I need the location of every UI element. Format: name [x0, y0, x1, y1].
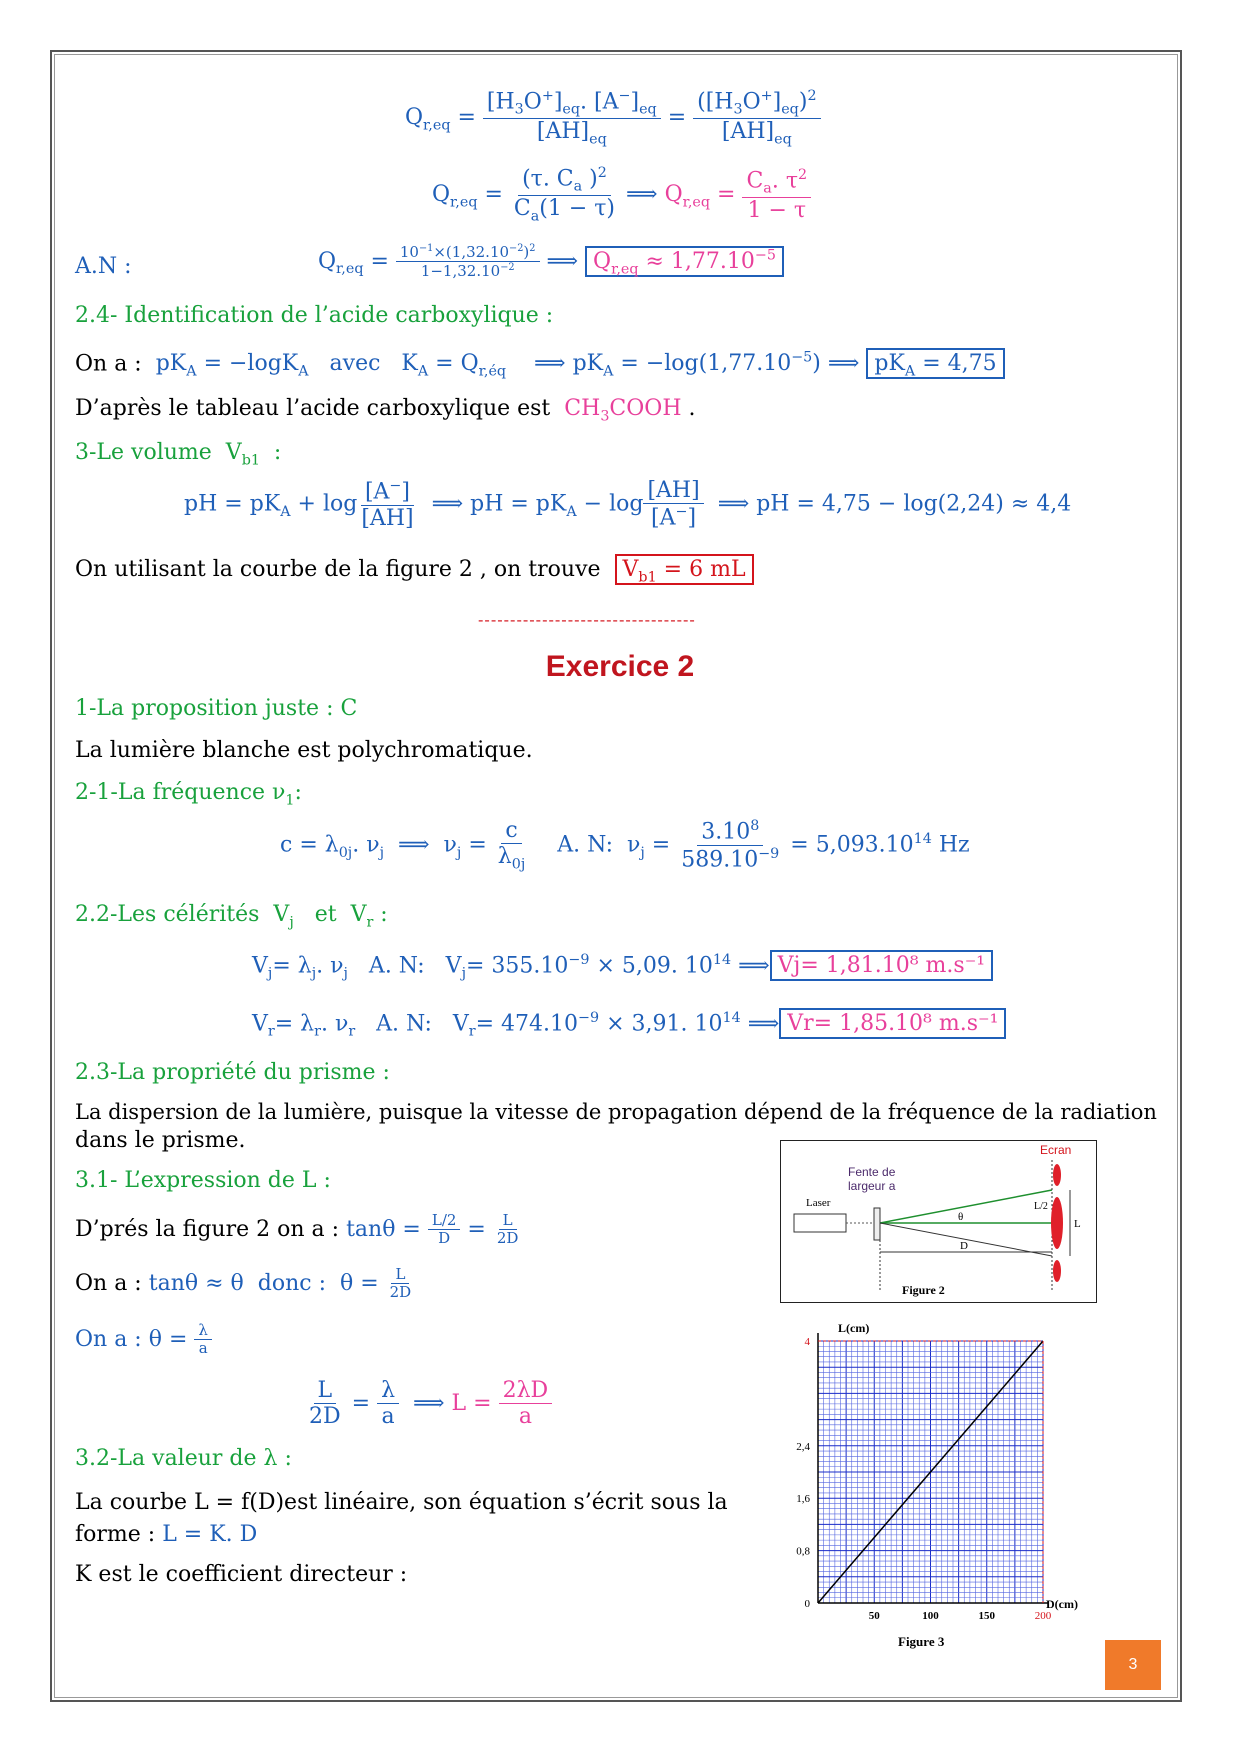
heading-q1: 1-La proposition juste : C [75, 696, 358, 721]
vb1-line: On utilisant la courbe de la figure 2 , on trouve $V_{b1} = 6$ mL [75, 557, 754, 585]
formula-vj: $V_j= \lambda_j$. $\nu_j$ A. N: $V_j= 355.10^{-9} \times 5,09$. $10^{14}$ ⟹ Vj= 1,81.10⁸ m.s⁻¹ [252, 952, 993, 982]
fringe-bottom [1053, 1260, 1061, 1282]
x-tick-label: 200 [1034, 1610, 1052, 1622]
fig2-caption: Figure 2 [902, 1283, 945, 1297]
q32-text-3: K est le coefficient directeur : [75, 1562, 408, 1587]
y-tick-label: 1,6 [796, 1493, 810, 1506]
figure-2-diagram [780, 1140, 1097, 1303]
fig2-theta: θ [958, 1211, 964, 1223]
approx-line: On a : tanθ ≈ θ donc : θ = $\frac{L}{2D}$ [75, 1265, 412, 1302]
y-tick-label: 4 [804, 1336, 810, 1348]
formula-vr: $V_r= \lambda_r$. $\nu_r$ A. N: $V_r= 474.10^{-9} \times 3,91$. $10^{14}$ ⟹ Vr= 1,85.10⁸ m.s⁻¹ [252, 1010, 1006, 1040]
q23-text-1: La dispersion de la lumière, puisque la vitesse de propagation dépend de la fréquence de la radiation [75, 1100, 1157, 1124]
fig2-lhalf: L/2 [1034, 1201, 1048, 1212]
heading-q2-3: 2.3-La propriété du prisme : [75, 1060, 390, 1085]
vr-result: Vr= 1,85.10⁸ m.s⁻¹ [779, 1008, 1006, 1039]
x-tick-label: 150 [978, 1610, 995, 1622]
fig2-fente-label: Fente de [848, 1165, 896, 1179]
heading-q3-1: 3.1- L’expression de L : [75, 1168, 331, 1193]
heading-3: 3-Le volume $V_{b1}$ : [75, 440, 282, 469]
q32-text-2: forme : L = K. D [75, 1522, 258, 1547]
pka-line: On a : $pK_A = -\log K_A$ avec $K_A = Q_{r,éq}$ ⟹ $pK_A = -\log(1,77.10^{-5})$ ⟹ $pK_A = 4,75$ [75, 350, 1005, 380]
fig2-largeur-label: largeur a [848, 1179, 896, 1193]
fig2-l: L [1074, 1218, 1081, 1230]
q23-text-2: dans le prisme. [75, 1128, 246, 1153]
fig2-d: D [960, 1240, 968, 1252]
an-label: A.N : [75, 254, 132, 279]
y-tick-label: 2,4 [796, 1440, 810, 1453]
x-tick-label: 100 [922, 1610, 939, 1622]
separator: ---------------------------------- [478, 610, 696, 629]
page-number: 3 [1105, 1640, 1161, 1690]
formula-ph: pH = $pK_A + \log$ $\frac{[A^-]}{[AH]}$ ⟹ pH = $pK_A - \log$ $\frac{[AH]}{[A^-]}$ ⟹ pH = 4,75 − log(2,24) ≈ 4,4 [184, 478, 1072, 531]
slit-shape [874, 1208, 880, 1240]
fig2-ecran-label: Ecran [1040, 1143, 1072, 1157]
fringe-top [1053, 1164, 1061, 1186]
exercise-title: Exercice 2 [545, 650, 695, 683]
formula-frequency: $c = \lambda_{0j}$. $\nu_j$ ⟹ $\nu_j$ = $\frac{c}{\lambda_{0j}}$ A. N: $\nu_j$ = $\frac{3.10^8}{589.10^{-9}}$ = $5,093.10^{14}$ Hz [280, 818, 970, 873]
y-axis-label: L(cm) [838, 1321, 870, 1335]
acid-line: D’après le tableau l’acide carboxylique est $CH_3COOH$ . [75, 396, 696, 425]
fig2-laser-label: Laser [806, 1197, 831, 1209]
heading-2-4: 2.4- Identification de l’acide carboxylique : [75, 303, 554, 328]
formula-l: $\frac{L}{2D}$ = $\frac{\lambda}{a}$ ⟹ L = $\frac{2\lambda D}{a}$ [305, 1378, 552, 1430]
heading-q2-1: 2-1-La fréquence $\nu_1$: [75, 780, 302, 809]
q32-text-1: La courbe L = f(D)est linéaire, son équation s’écrit sous la [75, 1490, 728, 1515]
theta-line: On a : θ = $\frac{\lambda}{a}$ [75, 1322, 212, 1358]
q1-text: La lumière blanche est polychromatique. [75, 738, 533, 763]
laser-shape [794, 1214, 846, 1232]
heading-q2-2: 2.2-Les célérités $V_j$ et $V_r$ : [75, 902, 388, 931]
tan-line: D’prés la figure 2 on a : tanθ = $\frac{L/2}{D}$ = $\frac{L}{2D}$ [75, 1211, 519, 1248]
x-axis-label: D(cm) [1046, 1597, 1078, 1611]
x-tick-label: 50 [868, 1610, 880, 1622]
y-tick-label: 0,8 [796, 1545, 810, 1558]
central-fringe [1051, 1197, 1063, 1249]
formula-qreq-an: $Q_{r,eq}$ = $\frac{10^{-1}\times(1,32.10^{-2})^2}{1-1,32.10^{-2}}$ ⟹ $Q_{r,eq} \approx 1,77.10^{-5}$ [318, 243, 784, 281]
y-tick-label: 0 [804, 1598, 810, 1610]
vj-result: Vj= 1,81.10⁸ m.s⁻¹ [770, 950, 994, 981]
formula-qreq-1: $Q_{r,eq}$ = $\frac{[H_3O^+]_{eq}. [A^-]_{eq}}{[AH]_{eq}}$ = $\frac{([H_3O^+]_{eq})^2}{[AH]_{eq}}$ [405, 88, 821, 148]
figure-3-chart [780, 1318, 1100, 1653]
heading-q3-2: 3.2-La valeur de λ : [75, 1446, 292, 1471]
fig3-caption: Figure 3 [898, 1634, 945, 1649]
formula-qreq-2: $Q_{r,eq}$ = $\frac{(\tau. C_a )^2}{C_a(1 - \tau)}$ ⟹ $Q_{r,eq}$ = $\frac{C_a. \tau^2}{1 - \tau}$ [432, 165, 811, 225]
